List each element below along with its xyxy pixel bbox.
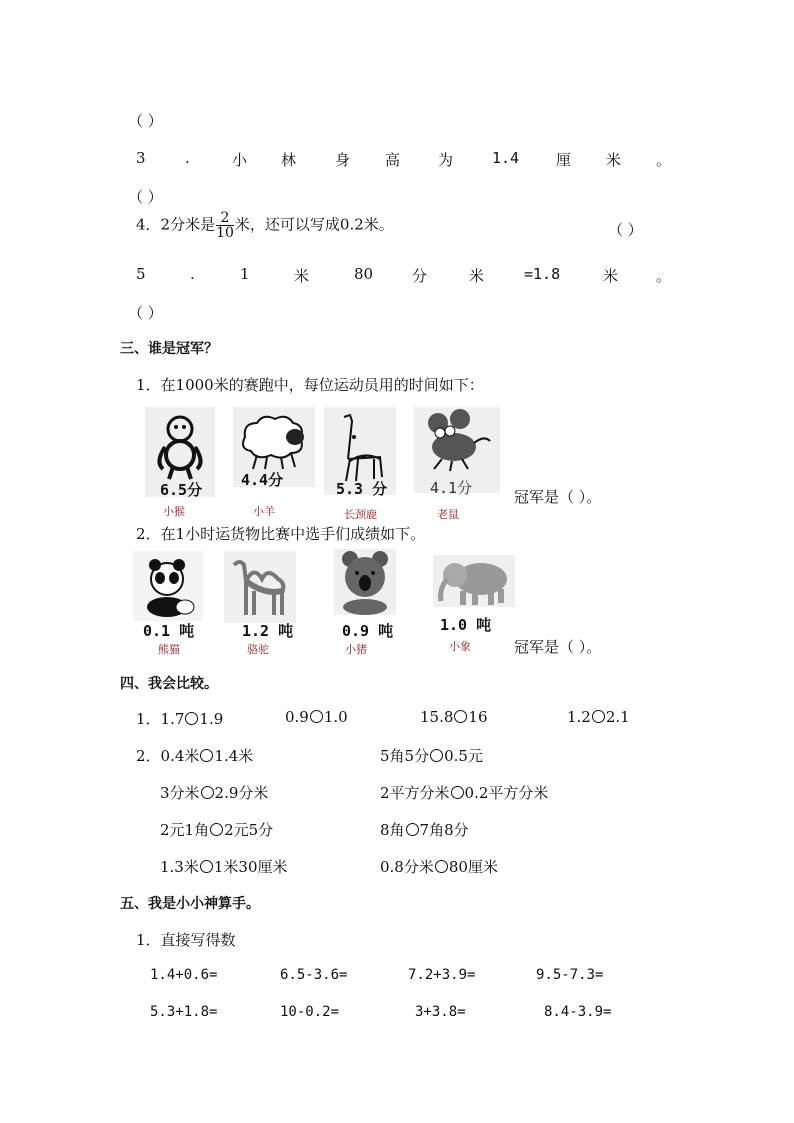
cargo-score: 0.9 吨 xyxy=(342,622,394,640)
compare-circle-blank[interactable] xyxy=(451,786,464,799)
compare-left: 5角5分 xyxy=(380,747,430,765)
compare-item xyxy=(136,745,253,766)
q5-part: 米 xyxy=(294,267,310,285)
compare-left: 3分米 xyxy=(160,784,200,802)
compare-circle-blank[interactable] xyxy=(200,860,213,873)
compare-right: 1.0 xyxy=(323,708,348,726)
compare-circle-blank[interactable] xyxy=(200,749,213,762)
calc-problem[interactable]: 10-0.2= xyxy=(280,1004,340,1020)
q4-prefix: 4．2分米是 xyxy=(136,215,216,234)
q4-frac-num: 2 xyxy=(216,211,234,226)
compare-right: 2.1 xyxy=(605,708,630,726)
compare-circle-blank[interactable] xyxy=(454,710,467,723)
compare-circle-blank[interactable] xyxy=(592,710,605,723)
race-champion-answer[interactable]: 冠军是（ ）。 xyxy=(514,488,602,506)
compare-left: 0.9 xyxy=(285,708,309,726)
compare-circle-blank[interactable] xyxy=(310,710,323,723)
q3-part: 为 xyxy=(438,151,454,169)
cargo-label: 小象 xyxy=(449,640,471,653)
section3-q2-text: 2．在1小时运货物比赛中选手们成绩如下。 xyxy=(136,525,426,543)
compare-item xyxy=(160,782,268,803)
answer-paren-q5[interactable]: （ ） xyxy=(128,304,163,322)
q4-fraction xyxy=(216,211,234,240)
compare-right: 1.4米 xyxy=(214,747,254,765)
q3-part: 。 xyxy=(656,151,672,169)
race-score: 6.5分 xyxy=(160,481,203,499)
compare-right: 80厘米 xyxy=(448,858,498,876)
section3-q1-text: 1．在1000米的赛跑中，每位运动员用的时间如下： xyxy=(136,376,484,394)
calc-problem[interactable]: 9.5-7.3= xyxy=(536,967,604,983)
cargo-score: 1.0 吨 xyxy=(440,616,492,634)
compare-left: 15.8 xyxy=(420,708,454,726)
q3-part: 3 xyxy=(136,149,146,167)
q3-part: 高 xyxy=(385,151,401,169)
q3-part: 1.4 xyxy=(492,149,520,167)
compare-item xyxy=(420,708,488,726)
q3-part: 米 xyxy=(606,151,622,169)
compare-left: 8角 xyxy=(380,821,405,839)
compare-right: 2.9分米 xyxy=(214,784,269,802)
compare-right: 0.2平方分米 xyxy=(464,784,549,802)
race-score: 4.4分 xyxy=(241,471,284,489)
answer-paren-q3[interactable]: （ ） xyxy=(128,188,163,206)
calc-problem[interactable]: 5.3+1.8= xyxy=(150,1004,218,1020)
q5-part: 分 xyxy=(412,267,428,285)
calc-problem[interactable]: 7.2+3.9= xyxy=(408,967,476,983)
q3-part: 林 xyxy=(281,151,297,169)
q5-part: 米 xyxy=(469,267,485,285)
elephant-icon xyxy=(433,555,515,607)
compare-circle-blank[interactable] xyxy=(185,712,198,725)
compare-right: 1米30厘米 xyxy=(213,858,288,876)
race-label: 小羊 xyxy=(253,505,275,518)
cargo-label: 熊猫 xyxy=(158,643,180,656)
compare-item xyxy=(567,708,630,726)
q5-part: 1 xyxy=(240,265,250,283)
q4-suffix: 米，还可以写成0.2米。 xyxy=(234,215,394,234)
q5-part: 米 xyxy=(603,267,619,285)
race-label: 小猴 xyxy=(163,505,185,518)
cargo-champion-answer[interactable]: 冠军是（ ）。 xyxy=(514,638,602,656)
panda-icon xyxy=(133,551,203,621)
compare-left: 1.3米 xyxy=(160,858,199,876)
compare-circle-blank[interactable] xyxy=(406,823,419,836)
race-score: 4.1分 xyxy=(430,479,473,497)
race-score: 5.3 分 xyxy=(336,480,388,498)
answer-paren-q2[interactable]: （ ） xyxy=(128,112,163,130)
race-label: 长颈鹿 xyxy=(344,508,377,521)
compare-right: 2元5分 xyxy=(224,821,274,839)
q4-frac-den: 10 xyxy=(216,225,234,241)
pig-icon xyxy=(334,549,396,615)
compare-item xyxy=(380,819,469,840)
compare-item xyxy=(136,708,223,729)
compare-circle-blank[interactable] xyxy=(210,823,223,836)
compare-left: 0.8分米 xyxy=(380,858,434,876)
q3-part: 厘 xyxy=(556,151,572,169)
question-4 xyxy=(136,211,394,240)
compare-left: 2元1角 xyxy=(160,821,210,839)
cargo-score: 0.1 吨 xyxy=(143,622,195,640)
compare-item xyxy=(285,708,348,726)
compare-right: 1.9 xyxy=(199,710,224,728)
compare-item xyxy=(160,819,273,840)
q5-part: 80 xyxy=(354,265,374,283)
section3-title: 三、谁是冠军？ xyxy=(120,341,218,357)
q3-part: 身 xyxy=(335,151,351,169)
calc-problem[interactable]: 8.4-3.9= xyxy=(544,1004,612,1020)
race-label: 老鼠 xyxy=(437,508,459,521)
section5-title: 五、我是小小神算手。 xyxy=(120,896,260,912)
compare-circle-blank[interactable] xyxy=(430,749,443,762)
calc-problem[interactable]: 3+3.8= xyxy=(415,1004,466,1020)
compare-right: 7角8分 xyxy=(419,821,469,839)
answer-paren-q4[interactable]: （ ） xyxy=(608,221,643,239)
calc-problem[interactable]: 1.4+0.6= xyxy=(150,967,218,983)
q5-part: 5 xyxy=(136,265,146,283)
q5-part: . xyxy=(190,265,195,283)
section5-q1-text: 1．直接写得数 xyxy=(136,931,236,949)
compare-left: 2．0.4米 xyxy=(136,747,200,765)
compare-item xyxy=(380,782,548,803)
q5-part: =1.8 xyxy=(524,265,561,283)
calc-problem[interactable]: 6.5-3.6= xyxy=(280,967,348,983)
q3-part: 小 xyxy=(232,151,248,169)
compare-right: 16 xyxy=(468,708,488,726)
compare-circle-blank[interactable] xyxy=(201,786,214,799)
compare-left: 2平方分米 xyxy=(380,784,450,802)
cargo-label: 骆驼 xyxy=(247,643,269,656)
section4-title: 四、我会比较。 xyxy=(120,676,218,692)
q5-part: 。 xyxy=(656,267,672,285)
compare-item xyxy=(160,856,288,877)
cargo-score: 1.2 吨 xyxy=(242,622,294,640)
compare-item xyxy=(380,745,483,766)
camel-icon xyxy=(224,551,296,623)
cargo-label: 小猪 xyxy=(345,643,367,656)
compare-item xyxy=(380,856,498,877)
compare-left: 1.2 xyxy=(567,708,591,726)
q3-part: . xyxy=(185,149,190,167)
compare-right: 0.5元 xyxy=(444,747,483,765)
compare-left: 1．1.7 xyxy=(136,710,185,728)
compare-circle-blank[interactable] xyxy=(435,860,448,873)
